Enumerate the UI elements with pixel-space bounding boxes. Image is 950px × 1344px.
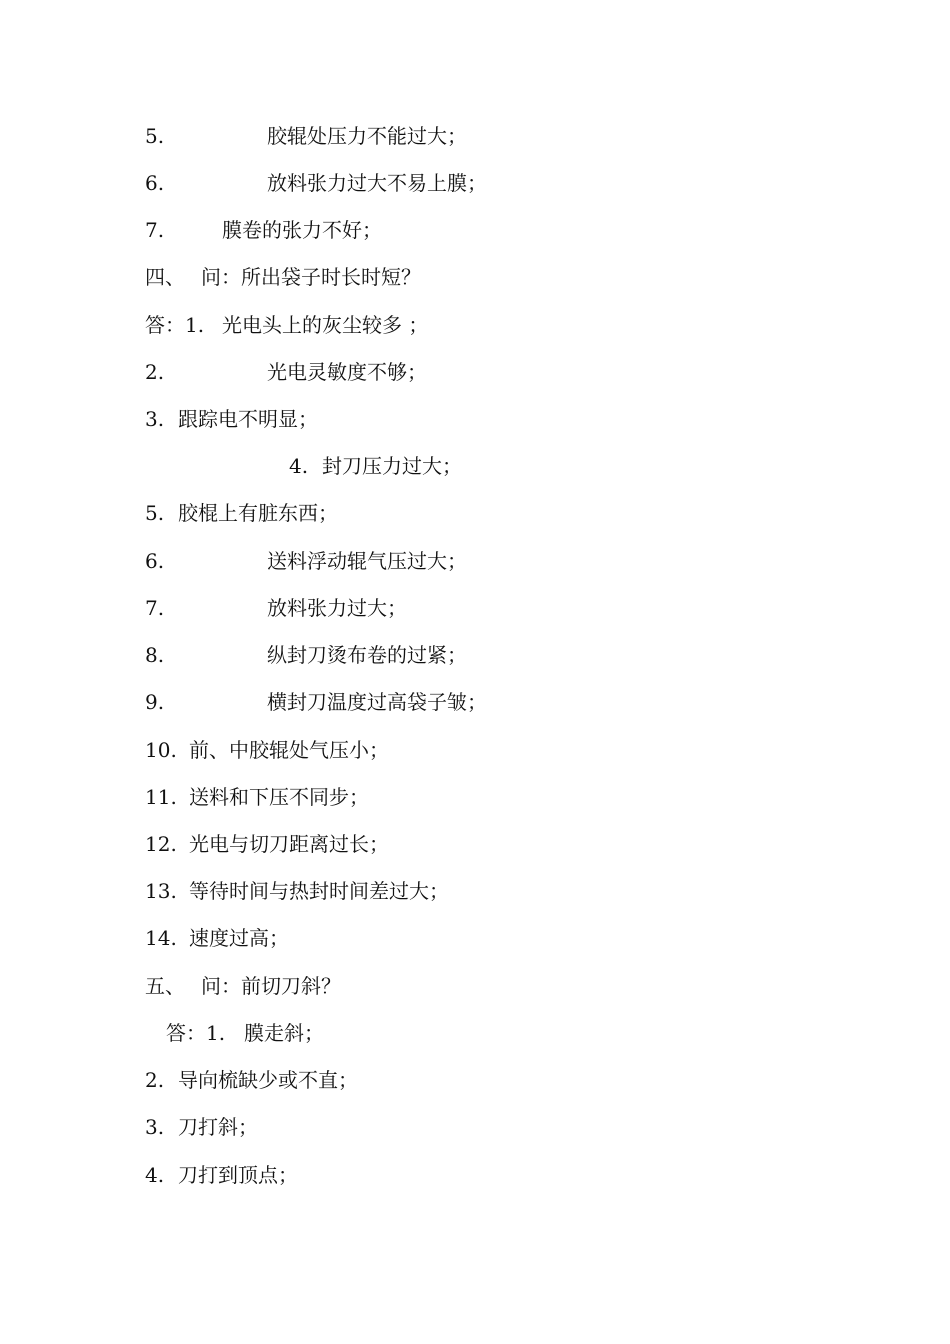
item-number: 答：1. <box>166 1021 226 1045</box>
item-number: 4. <box>145 1163 165 1187</box>
item-number: 2. <box>145 360 165 384</box>
list-item <box>145 166 487 200</box>
item-text: 等待时间与热封时间差过大； <box>189 879 449 903</box>
item-text: 刀打斜； <box>178 1115 258 1139</box>
item-text: 光电与切刀距离过长； <box>189 832 389 856</box>
item-number: 3. <box>145 407 165 431</box>
item-text: 膜卷的张力不好； <box>222 218 382 242</box>
item-number: 7. <box>145 596 165 620</box>
section-heading <box>145 260 421 294</box>
item-number: 13. <box>145 879 177 903</box>
list-item <box>145 591 407 625</box>
item-text: 横封刀温度过高袋子皱； <box>267 690 487 714</box>
list-item <box>145 733 389 767</box>
item-number: 11. <box>145 785 177 809</box>
item-text: 送料和下压不同步； <box>189 785 369 809</box>
item-number: 6. <box>145 171 165 195</box>
item-number: 12. <box>145 832 177 856</box>
list-item <box>145 544 467 578</box>
item-number: 5. <box>145 501 165 525</box>
item-number: 10. <box>145 738 177 762</box>
item-text: 膜走斜； <box>244 1021 324 1045</box>
list-item <box>145 780 369 814</box>
item-text: 胶棍上有脏东西； <box>178 501 338 525</box>
item-number: 9. <box>145 690 165 714</box>
item-number: 2. <box>145 1068 165 1092</box>
item-text: 速度过高； <box>189 926 289 950</box>
item-number: 3. <box>145 1115 165 1139</box>
item-text: 胶辊处压力不能过大； <box>267 124 467 148</box>
list-item <box>289 449 462 483</box>
list-item <box>145 308 428 342</box>
item-number: 14. <box>145 926 177 950</box>
list-item <box>145 874 449 908</box>
item-number: 6. <box>145 549 165 573</box>
list-item <box>145 1063 358 1097</box>
section-heading <box>145 969 341 1003</box>
item-number: 5. <box>145 124 165 148</box>
item-number: 4. <box>289 454 309 478</box>
item-text: 纵封刀烫布卷的过紧； <box>267 643 467 667</box>
question-text: 问：前切刀斜？ <box>201 974 341 998</box>
list-item <box>166 1016 324 1050</box>
item-text: 刀打到顶点； <box>178 1163 298 1187</box>
section-number: 五、 <box>145 974 185 998</box>
question-text: 问：所出袋子时长时短？ <box>201 265 421 289</box>
item-number: 答：1. <box>145 313 205 337</box>
list-item <box>145 638 467 672</box>
list-item <box>145 827 389 861</box>
item-text: 导向梳缺少或不直； <box>178 1068 358 1092</box>
item-text: 光电灵敏度不够； <box>267 360 427 384</box>
list-item <box>145 1158 298 1192</box>
item-number: 8. <box>145 643 165 667</box>
item-text: 送料浮动辊气压过大； <box>267 549 467 573</box>
item-text: 光电头上的灰尘较多 ； <box>222 313 429 337</box>
list-item <box>145 685 487 719</box>
item-text: 放料张力过大不易上膜； <box>267 171 487 195</box>
section-number: 四、 <box>145 265 185 289</box>
list-item <box>145 402 318 436</box>
item-text: 放料张力过大； <box>267 596 407 620</box>
list-item <box>145 496 338 530</box>
list-item <box>145 119 467 153</box>
list-item <box>145 355 427 389</box>
item-text: 封刀压力过大； <box>322 454 462 478</box>
item-text: 跟踪电不明显； <box>178 407 318 431</box>
list-item <box>145 213 382 247</box>
item-number: 7. <box>145 218 165 242</box>
list-item <box>145 921 289 955</box>
list-item <box>145 1110 258 1144</box>
item-text: 前、中胶辊处气压小； <box>189 738 389 762</box>
